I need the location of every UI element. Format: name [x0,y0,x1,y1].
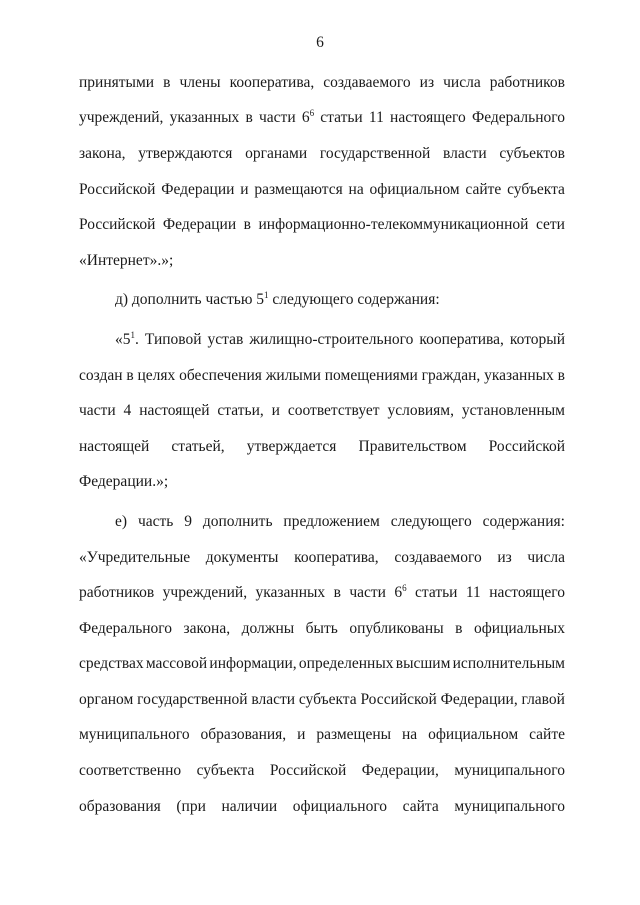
word: образования [79,797,161,815]
word: граждан, [421,366,481,384]
word: государственной [319,144,431,162]
text-line [79,358,565,394]
text-line [79,465,565,501]
word: кооператива, [229,73,315,91]
word: числа [443,73,481,91]
word: Российской [79,180,156,198]
word: размещаются [254,180,343,198]
text-line [79,322,565,358]
word: статьей, [171,437,225,455]
word: часть [137,512,174,530]
text-line [79,682,565,718]
word: обеспечения [179,366,262,384]
word: субъекта [507,180,565,198]
word: на [402,726,418,744]
word: содержания: [482,512,565,530]
text-line [79,718,565,754]
text-line [79,172,565,208]
line-text: Федерации.»; [79,473,169,491]
word: высшим [395,655,451,673]
text-line [79,753,565,789]
word: 9 [184,512,192,530]
word: официальном [428,726,519,744]
text-line [79,504,565,540]
word: муниципального [454,797,565,815]
word: Российской [269,762,347,780]
word: помещениями [324,366,418,384]
word: на [348,180,364,198]
text-line [79,611,565,647]
text-line [79,207,565,243]
word: образования, [200,726,287,744]
word: субъекта [298,690,357,708]
text-line [79,101,565,137]
word: Федерации, [440,690,518,708]
word: сети [535,216,565,234]
word: в [245,109,253,127]
word: следующего [390,512,472,530]
word: 11 [465,584,481,602]
word: настоящей [139,402,210,420]
word: сайта [402,797,439,815]
word: целях [137,366,176,384]
word: утверждается [246,437,337,455]
word: Федерального [79,619,173,637]
word: $6^6$ [394,582,407,602]
word: Федерации [161,180,235,198]
word: создаваемого [394,548,482,566]
word: жилыми [265,366,321,384]
word: в [333,584,341,602]
word: массовой [145,655,208,673]
word: предложением [283,512,380,530]
word: указанных [169,109,240,127]
text-line [79,283,565,319]
word: официального [292,797,388,815]
word: соответствует [287,402,380,420]
word: е) [115,512,128,530]
word: в [163,73,171,91]
word: работников [79,584,155,602]
word: Федерации, [361,762,439,780]
word: в [557,366,565,384]
word: органом [79,690,134,708]
word: «Учредительные [79,548,191,566]
word: сайте [465,180,502,198]
word: настоящего [489,584,565,602]
word: в [126,366,134,384]
word: и [297,726,306,744]
word: субъектов [499,144,565,162]
word: муниципального [79,726,190,744]
word: «$5^1$. [115,329,139,348]
text-line [79,540,565,576]
word: Правительством [358,437,467,455]
word: органами [245,144,308,162]
word: 4 [123,402,132,420]
word: и [271,402,280,420]
word: части [349,584,386,602]
word: и [240,180,249,198]
word: информации, [209,655,297,673]
word: дополнить [202,512,273,530]
word: устав [207,330,244,348]
word: части [259,109,296,127]
word: кооператива, [294,548,379,566]
word: условиям, [387,402,454,420]
word: из [497,548,512,566]
page-number: 6 [316,34,324,51]
word: настоящей [79,437,150,455]
word: Российской [360,690,437,708]
word: в [243,216,251,234]
word: установленным [461,402,565,420]
word: части [79,402,116,420]
word: жилищно-строительного [249,330,414,348]
word: государственной [137,690,248,708]
word: $6^6$ [301,108,315,127]
word: настоящего [390,109,466,127]
text-line [79,789,565,825]
word: Типовой [144,330,202,348]
word: закона, [183,619,231,637]
text-line [79,243,565,279]
word: сайте [529,726,565,744]
word: средствах [79,655,144,673]
word: принятыми [79,73,155,91]
word: субъекта [196,762,255,780]
document-body [79,65,565,824]
word: информационно-телекоммуникационной [258,216,529,234]
word: указанных [255,584,326,602]
word: Федерации [162,216,237,234]
word: должны [241,619,295,637]
word: официальном [369,180,460,198]
word: создан [79,366,123,384]
word: члены [179,73,221,91]
word: исполнительным [452,655,565,673]
word: (при [176,797,206,815]
word: в [455,619,463,637]
line-text: «Интернет».»; [79,251,174,269]
word: создаваемого [323,73,411,91]
word: учреждений, [79,109,164,127]
word: Российской [79,216,156,234]
text-line [79,65,565,101]
word: главой [521,690,565,708]
word: закона, [79,144,126,162]
text-line [79,136,565,172]
text-line [79,393,565,429]
word: определенных [298,655,394,673]
word: власти [443,144,487,162]
word: работников [489,73,565,91]
word: учреждений, [162,584,248,602]
word: наличии [221,797,278,815]
word: статьи [320,109,363,127]
word: муниципального [454,762,565,780]
word: размещены [316,726,392,744]
word: статьи, [217,402,264,420]
word: указанных [484,366,554,384]
text-line [79,647,565,683]
word: власти [251,690,296,708]
text-line [79,429,565,465]
word: 11 [368,109,384,127]
word: быть [305,619,338,637]
word: Федерального [471,109,565,127]
word: утверждаются [138,144,233,162]
word: соответственно [79,762,182,780]
word: из [419,73,435,91]
word: кооператива, [419,330,504,348]
word: Российской [488,437,565,455]
word: статьи [415,584,458,602]
text-line [79,575,565,611]
word: числа [527,548,565,566]
word: опубликованы [349,619,444,637]
word: документы [205,548,279,566]
word: который [509,330,565,348]
line-text: д) дополнить частью $5^1$ следующего содержания: [115,290,440,309]
word: официальных [473,619,565,637]
